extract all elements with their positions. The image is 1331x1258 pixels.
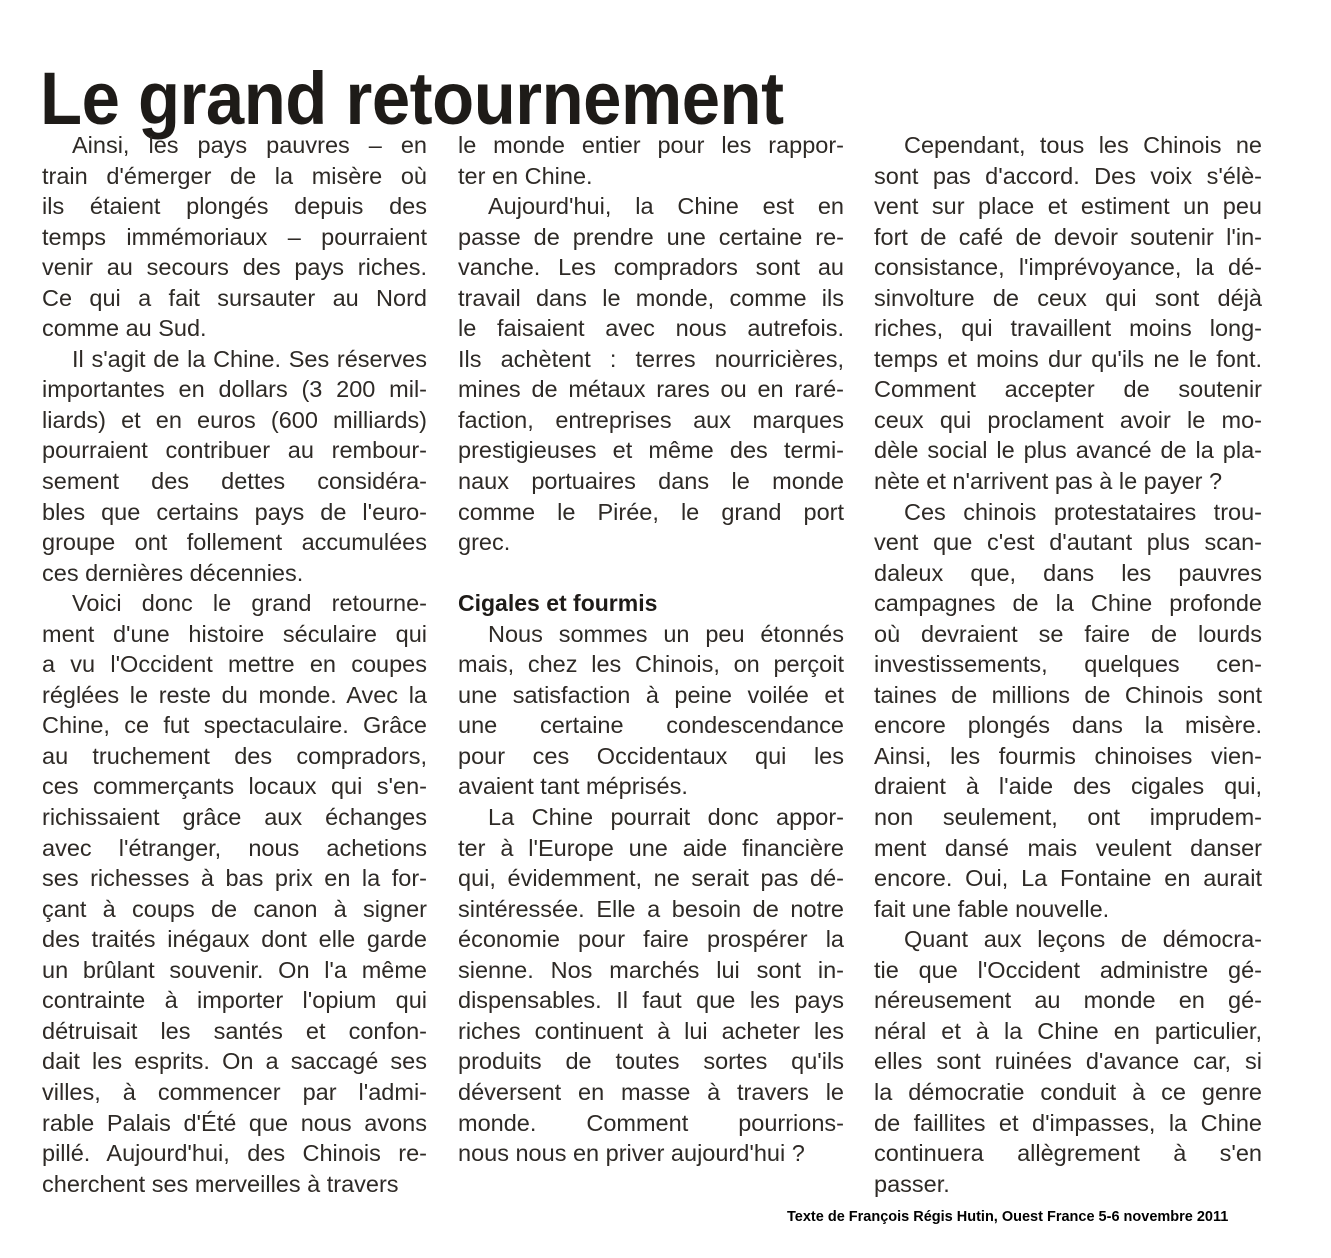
text-line: détruisait les santés et confon-	[42, 1017, 427, 1044]
text-line: sintéressée. Elle a besoin de notre	[458, 895, 844, 922]
text-line: Nous sommes un peu étonnés	[488, 620, 844, 647]
text-line: bles que certains pays de l'euro-	[42, 498, 427, 525]
text-line: avaient tant méprisés.	[458, 773, 688, 800]
text-line: encore plongés dans la misère.	[874, 712, 1262, 739]
text-line: monde. Comment pourrions-	[458, 1109, 844, 1136]
text-line: temps immémoriaux – pourraient	[42, 223, 427, 250]
text-line: prestigieuses et même des termi-	[458, 437, 844, 464]
text-line: pour ces Occidentaux qui les	[458, 742, 844, 769]
text-line: ment d'une histoire séculaire qui	[42, 620, 427, 647]
text-line: Chine, ce fut spectaculaire. Grâce	[42, 712, 427, 739]
text-line: comme le Pirée, le grand port	[458, 498, 844, 525]
paragraph	[874, 130, 1262, 497]
paragraph	[458, 130, 844, 191]
text-line: au truchement des compradors,	[42, 742, 427, 769]
text-line: ces dernières décennies.	[42, 559, 304, 586]
text-line: de faillites et d'impasses, la Chine	[874, 1109, 1262, 1136]
text-line: train d'émerger de la misère où	[42, 162, 427, 189]
text-line: où devraient se faire de lourds	[874, 620, 1262, 647]
text-line: daleux que, dans les pauvres	[874, 559, 1262, 586]
text-line: des traités inégaux dont elle garde	[42, 926, 427, 953]
text-line: naux portuaires dans le monde	[458, 468, 844, 495]
text-line: continuera allègrement à s'en	[874, 1140, 1262, 1167]
column-2-part-before	[458, 130, 844, 558]
text-line: ils étaient plongés depuis des	[42, 193, 427, 220]
section-spacer	[458, 558, 844, 589]
text-line: grec.	[458, 529, 511, 556]
paragraph	[42, 344, 427, 588]
text-line: avec l'étranger, nous achetions	[42, 834, 427, 861]
text-line: fait une fable nouvelle.	[874, 895, 1110, 922]
text-line: draient à l'aide des cigales qui,	[874, 773, 1262, 800]
text-line: Ces chinois protestataires trou-	[904, 498, 1262, 525]
text-line: tie que l'Occident administre gé-	[874, 956, 1262, 983]
text-line: cherchent ses merveilles à travers	[42, 1170, 399, 1197]
text-line: Quant aux leçons de démocra-	[904, 926, 1262, 953]
text-line: Comment accepter de soutenir	[874, 376, 1262, 403]
article-credit: Texte de François Régis Hutin, Ouest France 5-6 novembre 2011	[787, 1209, 1229, 1225]
text-line: Ils achètent : terres nourricières,	[458, 345, 844, 372]
text-line: ter à l'Europe une aide financière	[458, 834, 844, 861]
paragraph	[458, 191, 844, 558]
text-line: le faisaient avec nous autrefois.	[458, 315, 844, 342]
text-line: qui, évidemment, ne serait pas dé-	[458, 865, 844, 892]
text-line: ses richesses à bas prix en la for-	[42, 865, 427, 892]
article-title: Le grand retournement	[40, 56, 784, 140]
text-line: vanche. Les compradors sont au	[458, 254, 844, 281]
text-line: riches continuent à lui acheter les	[458, 1017, 844, 1044]
text-line: Ce qui a fait sursauter au Nord	[42, 284, 427, 311]
text-line: Cependant, tous les Chinois ne	[904, 132, 1262, 158]
text-line: contrainte à importer l'opium qui	[42, 987, 427, 1014]
text-line: produits de toutes sortes qu'ils	[458, 1048, 844, 1075]
text-line: non seulement, ont imprudem-	[874, 804, 1262, 831]
text-line: dèle social le plus avancé de la pla-	[874, 437, 1262, 464]
text-line: venir au secours des pays riches.	[42, 254, 427, 281]
text-line: richissaient grâce aux échanges	[42, 804, 427, 831]
text-line: fort de café de devoir soutenir l'in-	[874, 223, 1262, 250]
text-line: mais, chez les Chinois, on perçoit	[458, 651, 844, 678]
text-line: économie pour faire prospérer la	[458, 926, 844, 953]
text-line: pillé. Aujourd'hui, des Chinois re-	[42, 1140, 427, 1167]
paragraph	[42, 588, 427, 1199]
text-line: dispensables. Il faut que les pays	[458, 987, 844, 1014]
paragraph	[458, 619, 844, 802]
text-line: ment dansé mais veulent danser	[874, 834, 1262, 861]
text-line: nous nous en priver aujourd'hui ?	[458, 1140, 805, 1167]
text-line: liards) et en euros (600 milliards)	[42, 406, 427, 433]
article-column-2	[458, 130, 844, 1169]
text-line: vent sur place et estiment un peu	[874, 193, 1262, 220]
text-line: dait les esprits. On a saccagé ses	[42, 1048, 427, 1075]
paragraph	[458, 802, 844, 1169]
text-line: déversent en masse à travers le	[458, 1078, 844, 1105]
text-line: riches, qui travaillent moins long-	[874, 315, 1262, 342]
text-line: Aujourd'hui, la Chine est en	[488, 193, 844, 220]
text-line: encore. Oui, La Fontaine en aurait	[874, 865, 1262, 892]
text-line: sont pas d'accord. Des voix s'élè-	[874, 162, 1262, 189]
text-line: investissements, quelques cen-	[874, 651, 1262, 678]
text-line: nète et n'arrivent pas à le payer ?	[874, 468, 1223, 495]
text-line: consistance, l'imprévoyance, la dé-	[874, 254, 1262, 281]
text-line: çant à coups de canon à signer	[42, 895, 427, 922]
text-line: groupe ont follement accumulées	[42, 529, 427, 556]
text-line: a vu l'Occident mettre en coupes	[42, 651, 427, 678]
article-column-1	[42, 130, 427, 1199]
text-line: La Chine pourrait donc appor-	[488, 804, 844, 831]
text-line: Ainsi, les fourmis chinoises vien-	[874, 742, 1262, 769]
text-line: elles sont ruinées d'avance car, si	[874, 1048, 1262, 1075]
text-line: néral et à la Chine en particulier,	[874, 1017, 1262, 1044]
text-line: le monde entier pour les rappor-	[458, 132, 844, 158]
text-line: passe de prendre une certaine re-	[458, 223, 844, 250]
text-line: campagnes de la Chine profonde	[874, 590, 1262, 617]
text-line: vent que c'est d'autant plus scan-	[874, 529, 1262, 556]
text-line: Voici donc le grand retourne-	[72, 590, 427, 617]
column-2-part-after	[458, 619, 844, 1169]
text-line: pourraient contribuer au rembour-	[42, 437, 427, 464]
text-line: sienne. Nos marchés lui sont in-	[458, 956, 844, 983]
text-line: un brûlant souvenir. On l'a même	[42, 956, 427, 983]
text-line: comme au Sud.	[42, 315, 207, 342]
text-line: Il s'agit de la Chine. Ses réserves	[72, 345, 427, 372]
text-line: ceux qui proclament avoir le mo-	[874, 406, 1262, 433]
text-line: Ainsi, les pays pauvres – en	[72, 132, 427, 158]
text-line: travail dans le monde, comme ils	[458, 284, 844, 311]
text-line: une certaine condescendance	[458, 712, 844, 739]
text-line: néreusement au monde en gé-	[874, 987, 1262, 1014]
text-line: taines de millions de Chinois sont	[874, 681, 1262, 708]
text-line: sement des dettes considéra-	[42, 468, 427, 495]
text-line: faction, entreprises aux marques	[458, 406, 844, 433]
text-line: villes, à commencer par l'admi-	[42, 1078, 427, 1105]
article-column-3	[874, 130, 1262, 1199]
text-line: mines de métaux rares ou en raré-	[458, 376, 844, 403]
paragraph	[874, 497, 1262, 925]
section-subheading: Cigales et fourmis	[458, 590, 658, 617]
text-line: passer.	[874, 1170, 950, 1197]
text-line: importantes en dollars (3 200 mil-	[42, 376, 427, 403]
text-line: une satisfaction à peine voilée et	[458, 681, 844, 708]
text-line: rable Palais d'Été que nous avons	[42, 1109, 427, 1136]
text-line: la démocratie conduit à ce genre	[874, 1078, 1262, 1105]
paragraph	[874, 924, 1262, 1199]
text-line: réglées le reste du monde. Avec la	[42, 681, 427, 708]
paragraph	[42, 130, 427, 344]
text-line: ter en Chine.	[458, 162, 593, 189]
text-line: temps et moins dur qu'ils ne le font.	[874, 345, 1262, 372]
text-line: ces commerçants locaux qui s'en-	[42, 773, 427, 800]
text-line: sinvolture de ceux qui sont déjà	[874, 284, 1262, 311]
